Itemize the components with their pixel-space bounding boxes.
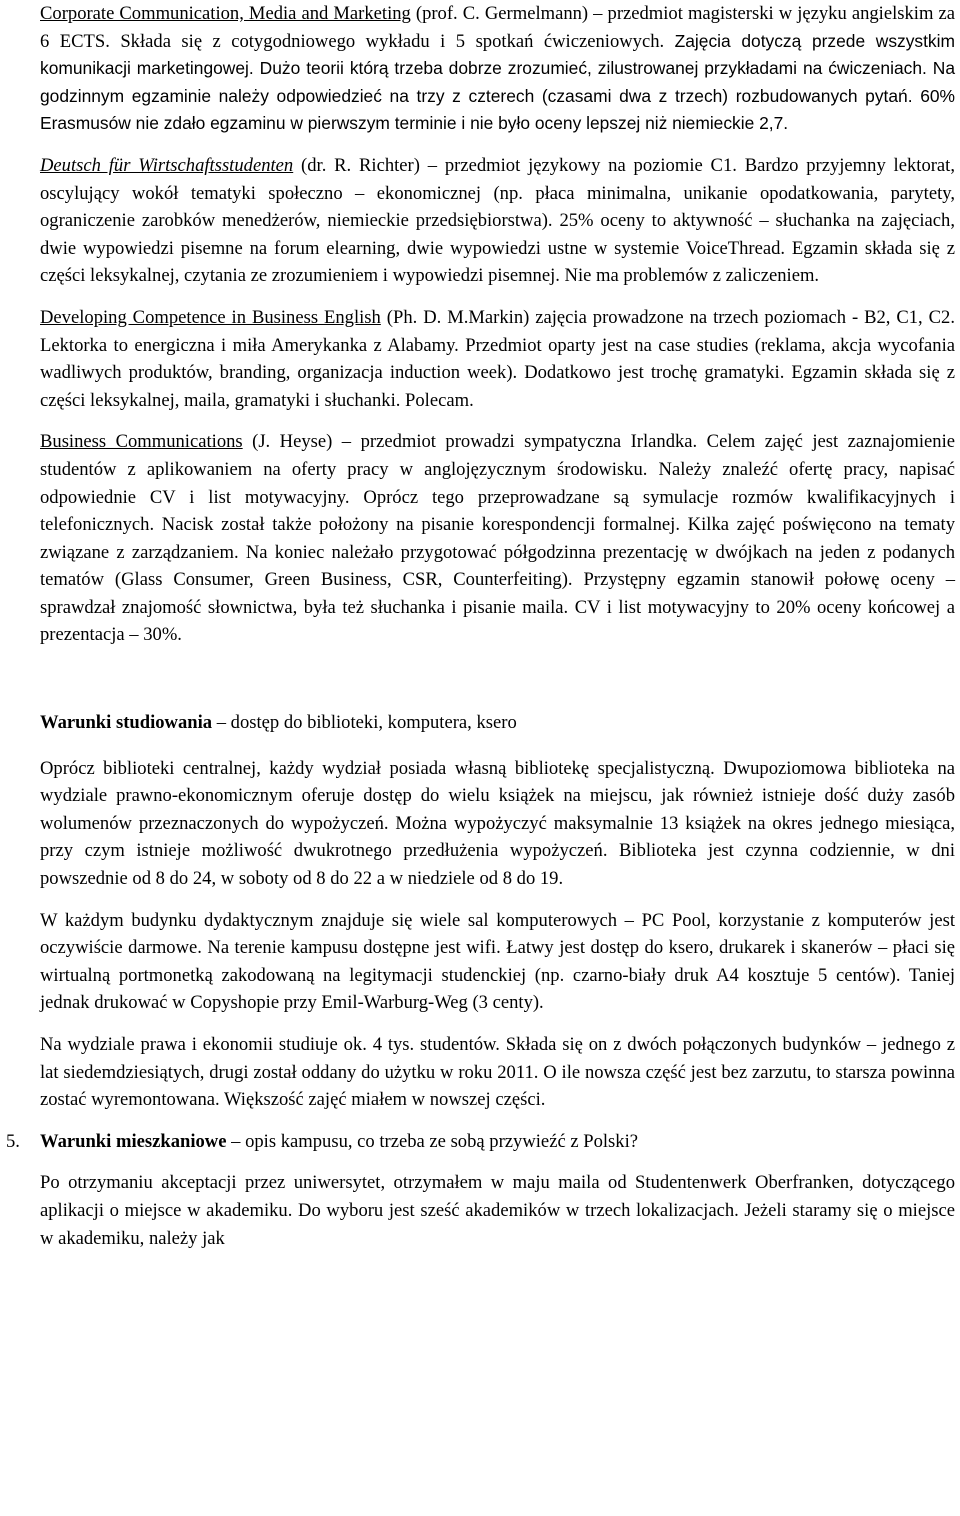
course-paragraph-marketing [40, 0, 955, 138]
course-desc-business-communications: (J. Heyse) – przedmiot prowadzi sympatyczna Irlandka. Celem zajęć jest zaznajomienie studentów z aplikowaniem na oferty pracy w anglojęzycznym środowisku. Należy znaleźć ofertę pracy, napisać odpowiednie CV i list motywacyjny. Oprócz tego przeprowadzane są symulacje rozmów kwalifikacyjnych i telefonicznych. Nacisk został także położony na pisanie korespondencji formalnej. Kilka zajęć poświęcono na tematy związane z zarządzaniem. Na koniec należało przygotować półgodzinna prezentację w dwójkach na jeden z podanych tematów (Glass Consumer, Green Business, CSR, Counterfeiting). Przystępny egzamin stanowił połowę oceny – sprawdzał znajomość słownictwa, była też słuchanka i pisanie maila. CV i list motywacyjny to 20% oceny końcowej a prezentacja – 30%. [40, 431, 955, 646]
section-title-housing: Warunki mieszkaniowe [40, 1130, 227, 1152]
course-paragraph-deutsch [40, 152, 955, 290]
paragraph-library: Oprócz biblioteki centralnej, każdy wydział posiada własną bibliotekę specjalistyczną. Dwupoziomowa biblioteka na wydziale prawno-ekonomicznym oferuje dostęp do wielu książek na miejscu, jak również istnieje dość duży zasób wolumenów przeznaczonych do wypożyczeń. Można wypożyczyć maksymalnie 13 książek na okres jednego miesiąca, przy czym istnieje możliwość dwukrotnego przedłużenia wypożyczeń. Biblioteka jest czynna codziennie, w dni powszednie od 8 do 24, w soboty od 8 do 22 a w niedziele od 8 do 19. [40, 757, 955, 890]
course-desc-marketing: (prof. C. Germelmann) – przedmiot magisterski w języku angielskim za 6 ECTS. Składa się z cotygodniowego wykładu i 5 spotkań ćwiczeniowych. [40, 3, 955, 52]
course-paragraph-business-english [40, 304, 955, 414]
course-title-marketing: Corporate Communication, Media and Marketing [40, 3, 411, 24]
course-desc-marketing-cont: Zajęcia dotyczą przede wszystkim komunikacji marketingowej. Dużo teorii którą trzeba dobrze zrozumieć, zilustrowanej przykładami na ćwiczeniach. Na godzinnym egzaminie należy odpowiedzieć na trzy z czterech (czasami dwa z trzech) rozbudowanych pytań. 60% Erasmusów nie zdało egzaminu w pierwszym terminie i nie było oceny lepszej niż niemieckie 2,7. [40, 30, 955, 134]
course-title-deutsch: Deutsch für Wirtschaftsstudenten [40, 154, 294, 176]
section-heading-study-conditions [40, 709, 955, 737]
paragraph-computers: W każdym budynku dydaktycznym znajduje się wiele sal komputerowych – PC Pool, korzystanie z komputerów jest oczywiście darmowe. Na terenie kampusu dostępne jest wifi. Łatwy jest dostęp do ksero, drukarek i skanerów – płaci się wirtualną portmonetką zakodowaną na legitymacji studenckiej (np. czarno-biały druk A4 kosztuje 5 centów). Taniej jednak drukować w Copyshopie przy Emil-Warburg-Weg (3 centy). [40, 909, 955, 1014]
course-desc-deutsch: (dr. R. Richter) – przedmiot językowy na poziomie C1. Bardzo przyjemny lektorat, oscylujący wokół tematyki społeczno – ekonomicznej (np. płaca minimalna, unikanie opodatkowania, parytety, ograniczenie zarobków menedżerów, niemieckie przedsiębiorstwa). 25% oceny to aktywność – słuchanka na zajęciach, dwie wypowiedzi pisemne na forum elearning, dwie wypowiedzi ustne w systemie VoiceThread. Egzamin składa się z części leksykalnej, czytania ze zrozumieniem i wypowiedzi pisemnej. Nie ma problemów z zaliczeniem. [40, 154, 955, 287]
paragraph-dormitory: Po otrzymaniu akceptacji przez uniwersytet, otrzymałem w maju maila od Studentenwerk Oberfranken, dotyczącego aplikacji o miejsce w akademiku. Do wyboru jest sześć akademików w trzech lokalizacjach. Jeżeli staramy się o miejsce w akademiku, należy jak [40, 1172, 955, 1249]
section-subtitle-housing: – opis kampusu, co trzeba ze sobą przywieźć z Polski? [226, 1130, 638, 1152]
paragraph-faculty: Na wydziale prawa i ekonomii studiuje ok. 4 tys. studentów. Składa się on z dwóch połączonych budynków – jednego z lat siedemdziesiątych, drugi został oddany do użytku w roku 2011. O ile nowsza część jest bez zarzutu, to starsza powinna zostać wyremontowana. Większość zajęć miałem w nowszej części. [40, 1034, 955, 1111]
section-title-study-conditions: Warunki studiowania [40, 712, 213, 734]
section-number-housing: 5. [6, 1130, 20, 1152]
course-desc-business-english: (Ph. D. M.Markin) zajęcia prowadzone na trzech poziomach - B2, C1, C2. Lektorka to energiczna i miła Amerykanka z Alabamy. Przedmiot oparty jest na case studies (reklama, akcja wycofania wadliwych produktów, branding, organizacja induction week). Dodatkowo jest trochę gramatyki. Egzamin składa się z części leksykalnej, maila, gramatyki i słuchanki. Polecam. [40, 306, 955, 411]
section-heading-housing [6, 1128, 955, 1156]
section-subtitle-study-conditions: – dostęp do biblioteki, komputera, ksero [212, 712, 517, 734]
course-paragraph-business-communications [40, 428, 955, 649]
document-page [6, 0, 955, 1252]
course-title-business-communications: Business Communications [40, 431, 243, 453]
course-title-business-english: Developing Competence in Business English [40, 306, 381, 328]
